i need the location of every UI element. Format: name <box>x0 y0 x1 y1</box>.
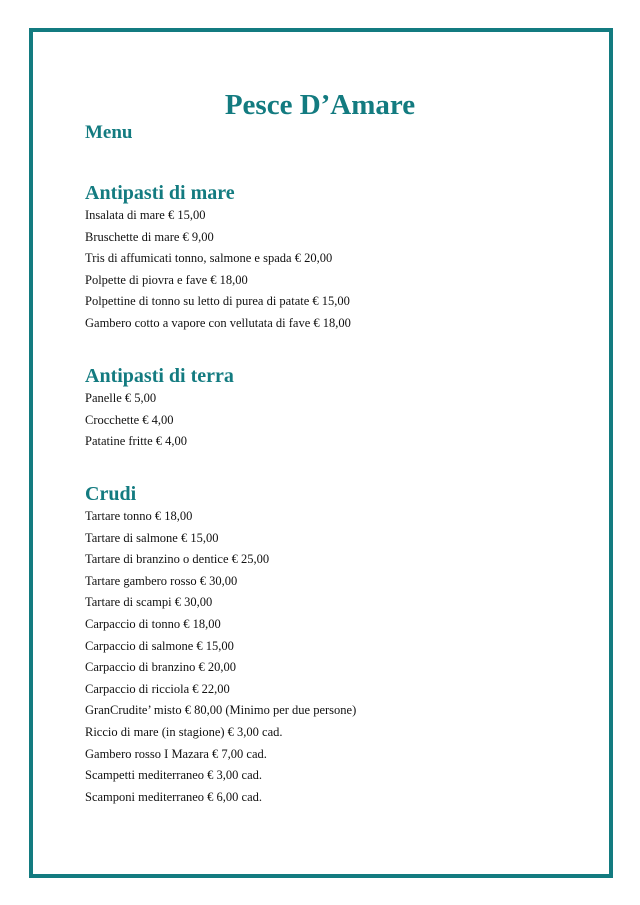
menu-item: Carpaccio di ricciola € 22,00 <box>85 681 230 696</box>
menu-item: Crocchette € 4,00 <box>85 412 174 427</box>
menu-item: Tartare di salmone € 15,00 <box>85 530 219 545</box>
section-heading: Antipasti di terra <box>85 365 234 387</box>
menu-item: Tartare di scampi € 30,00 <box>85 595 213 610</box>
menu-item: Bruschette di mare € 9,00 <box>85 229 214 244</box>
menu-item: Patatine fritte € 4,00 <box>85 434 188 449</box>
menu-item-list <box>85 388 234 453</box>
menu-item: Scamponi mediterraneo € 6,00 cad. <box>85 789 263 804</box>
menu-item: Polpettine di tonno su letto di purea di patate € 15,00 <box>85 294 350 309</box>
menu-item: Insalata di mare € 15,00 <box>85 208 206 222</box>
menu-item: Tartare tonno € 18,00 <box>85 509 193 523</box>
menu-item: GranCrudite’ misto € 80,00 (Minimo per due persone) <box>85 703 357 718</box>
menu-item: Carpaccio di tonno € 18,00 <box>85 616 221 631</box>
menu-item: Tartare gambero rosso € 30,00 <box>85 573 238 588</box>
menu-item: Riccio di mare (in stagione) € 3,00 cad. <box>85 724 283 739</box>
menu-item-list <box>85 205 351 335</box>
menu-item: Carpaccio di branzino € 20,00 <box>85 660 236 675</box>
menu-item: Gambero rosso I Mazara € 7,00 cad. <box>85 746 267 761</box>
menu-subtitle: Menu <box>85 122 133 143</box>
restaurant-title: Pesce D’Amare <box>224 89 416 121</box>
section-heading: Antipasti di mare <box>85 182 235 204</box>
menu-item: Tartare di branzino o dentice € 25,00 <box>85 552 270 567</box>
section-heading: Crudi <box>85 483 137 505</box>
menu-item: Polpette di piovra e fave € 18,00 <box>85 272 248 287</box>
menu-item: Tris di affumicati tonno, salmone e spada € 20,00 <box>85 251 333 266</box>
section-antipasti-di-mare <box>85 181 351 335</box>
section-crudi <box>85 482 356 808</box>
menu-item-list <box>85 506 356 808</box>
section-antipasti-di-terra <box>85 364 234 453</box>
menu-item: Panelle € 5,00 <box>85 391 157 405</box>
menu-item: Scampetti mediterraneo € 3,00 cad. <box>85 768 263 783</box>
menu-item: Gambero cotto a vapore con vellutata di fave € 18,00 <box>85 315 351 330</box>
menu-item: Carpaccio di salmone € 15,00 <box>85 638 234 653</box>
